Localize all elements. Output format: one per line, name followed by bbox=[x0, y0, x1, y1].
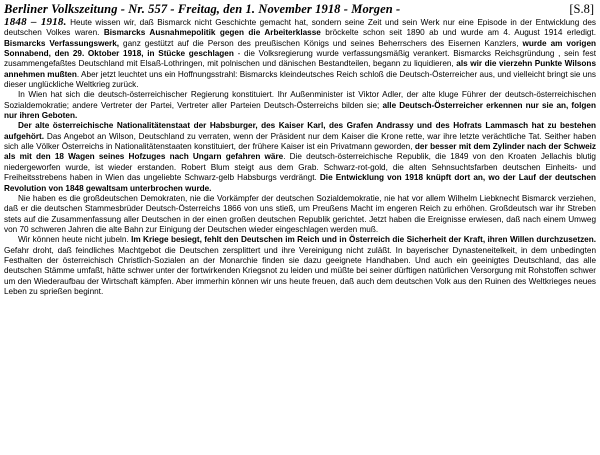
text-run: In Wien hat sich die deutsch-österreichischer Regierung konstituiert. Ihr Außenminister ist Viktor Adler, der alte kluge Führer der deutsch-österreichischen Sozialdemokratie; andere Vertreter der Partei, Vertreter aller Parteien Deutsch-Österreichs bilden sie; bbox=[4, 90, 596, 110]
bold-text-run: Bismarcks Verfassungswerk, bbox=[4, 38, 120, 48]
paragraph-1 bbox=[4, 17, 596, 90]
bold-text-run: Im Kriege besiegt, fehlt den Deutschen im Reich und in Österreich die Sicherheit der Kraft, ihren Willen durchzusetzen. bbox=[131, 235, 596, 245]
paragraph-4 bbox=[4, 194, 596, 235]
text-run: . Die deutsch-österreichische Republik, die 1849 von den Kroaten Jellachis blutig niedergeworfen wurde, ist wieder erstanden. Robert Blum steigt aus dem Grab. Schwarz-rot-gold, die alten Sehnsuchtsfarben deutschen Einheits- und Freiheitsstrebens haben in Wien das ungeliebte Schwarz-gelb Habsburgs verdrängt. bbox=[4, 152, 596, 183]
text-run: Das Angebot an Wilson, Deutschland zu verraten, wenn der Präsident nur dem Kaiser die Krone rette, war ihre letzte verächtliche Tat. Seither haben sich alle Völker Österreichs in Nationalitätenstaaten konstituiert, der frühere Kaiser ist ein Privatmann geworden, bbox=[4, 131, 596, 152]
paragraph-3 bbox=[4, 121, 596, 193]
text-run: Nie haben es die großdeutschen Demokraten, nie die Vorkämpfer der deutschen Sozialdemokratie, nie hat vor allem Wilhelm Liebknecht Bismarck verziehen, daß er die deutschen Stammesbrüder Deutsch-Österreichs 1866 von uns stieß, um Preußens Macht im engeren Reich zu erhöhen. Großdeutsch war ihr Streben stets auf die Zusammenfassung aller Deutschen in der einen großen deutschen Republik gerichtet. Jetzt haben die Ereignisse erwiesen, daß nach einem Umweg von 70 schweren Jahren die alte Bahn zur Einigung der Deutschen wieder eingeschlagen werden muß. bbox=[4, 193, 596, 234]
bold-text-run: Der alte österreichische Nationalitätenstaat der Habsburger, des Kaiser Karl, des Grafen Andrassy und des Hofrats Lammasch hat zu bestehen aufgehört. bbox=[4, 121, 596, 141]
header-title: Berliner Volkszeitung - Nr. 557 - Freitag, den 1. November 1918 - Morgen - bbox=[4, 2, 401, 16]
bold-text-run: der besser mit dem Zylinder nach der Schweiz als mit den 18 Wagen seines Hofzuges nach Ungarn gefahren wäre bbox=[4, 142, 597, 162]
bold-text-run: Bismarcks Ausnahmepolitik gegen die Arbeiterklasse bbox=[103, 28, 321, 38]
bold-text-run: alle Deutsch-Österreicher erkennen nur sie an, folgen nur ihren Geboten. bbox=[4, 100, 596, 121]
bold-text-run: als wir die vierzehn Punkte Wilsons annehmen mußten bbox=[4, 59, 596, 79]
article-years-heading: 1848 – 1918. bbox=[4, 16, 67, 28]
text-run: - die Volksregierung wurde verfassungsmäßig verankert. Bismarcks Reichsgründung , sein fest zusammengefaßtes Deutschland mit Elsaß-Lothringen, mit polnischen und dänischen Bestandteilen, begann zu liquidieren, bbox=[4, 49, 597, 69]
text-run: . Aber jetzt leuchtet uns ein Hoffnungsstrahl: Bismarcks kleindeutsches Reich schloß die Deutsch-Österreicher aus, und vielleicht bringt sie uns dieser unglückliche Weltkrieg zurück. bbox=[4, 69, 596, 90]
bold-text-run: Die Entwicklung von 1918 knüpft dort an, wo der Lauf der deutschen Revolution von 1848 gewaltsam unterbrochen wurde. bbox=[4, 173, 596, 193]
text-run: bröckelte schon seit 1890 ab und wurde am 4. August 1914 erledigt. bbox=[320, 28, 596, 38]
text-run: Gefahr droht, daß feindliches Machtgebot die Deutschen zersplittert und ihre Vereinigung nicht zuläßt. In bayerischer Dynasteneitelkeit, in dem unbedingten Festhalten der österreichisch Christlich-Sozialen an der Monarchie finden sie dazu geeignete Handhaben. Und auch ein geeinigtes Deutschland, das alle deutschen Stämme umfaßt, hätte schwer unter der fortwirkenden Kriegsnot zu leiden und müßte bei seiner dürftigen natürlichen Versorgung mit Rohstoffen schwer um den Wiederaufbau der Wirtschaft kämpfen. Aber immerhin können wir uns heute freuen, daß auch dem deutschen Volk aus den Ruinen des Weltkrieges neues Leben zu sprießen beginnt. bbox=[4, 245, 596, 296]
text-run: ganz gestützt auf die Person des preußischen Königs und seines Beherrschers des Eisernen Kanzlers, bbox=[119, 38, 523, 48]
bold-text-run: wurde am vorigen Sonnabend, den 29. Oktober 1918, in Stücke geschlagen bbox=[4, 38, 596, 59]
article-body bbox=[4, 17, 596, 297]
newspaper-header bbox=[4, 2, 596, 16]
page-number: [S.8] bbox=[569, 2, 594, 16]
paragraph-5 bbox=[4, 235, 596, 297]
paragraph-2 bbox=[4, 90, 596, 121]
text-run: Wir können heute nicht jubeln. bbox=[18, 235, 132, 245]
text-run: Heute wissen wir, daß Bismarck nicht Geschichte gemacht hat, sondern seine Zeit und sein Werk nur eine Episode in der Entwicklung des deutschen Volkes waren. bbox=[4, 18, 596, 38]
